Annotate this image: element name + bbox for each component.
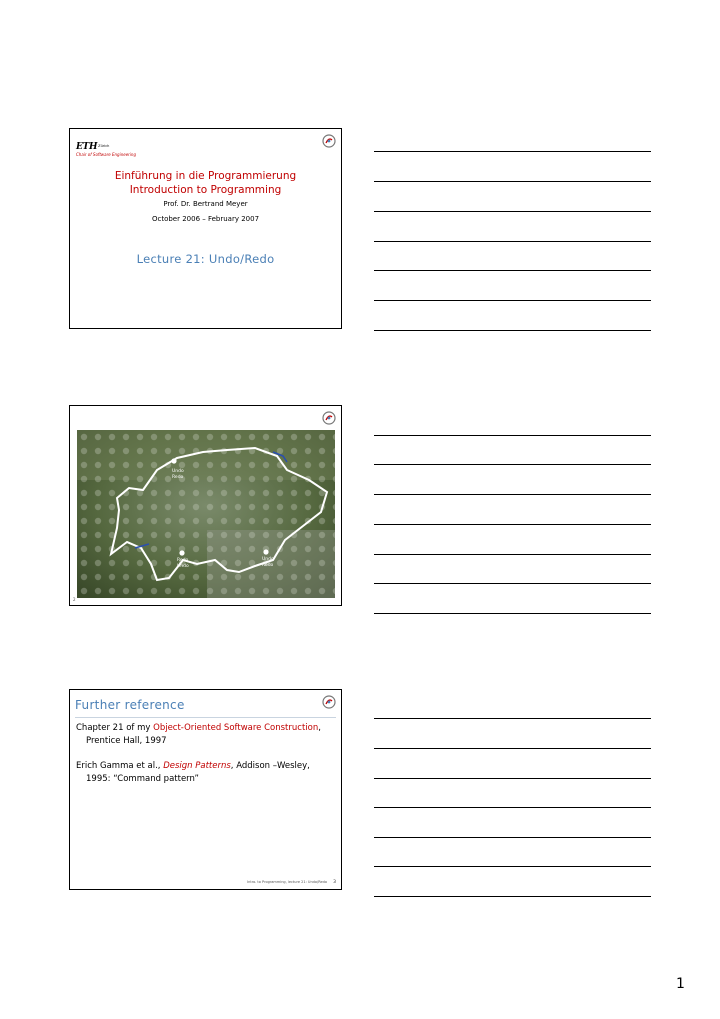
chair-logo-icon xyxy=(322,695,336,709)
slide-3 xyxy=(69,689,342,890)
note-line xyxy=(374,241,651,242)
map-label: Undo xyxy=(177,564,189,569)
note-line xyxy=(374,270,651,271)
ref-text: , Addison –Wesley, xyxy=(230,761,310,771)
note-line xyxy=(374,181,651,182)
course-dates: October 2006 – February 2007 xyxy=(151,215,260,223)
chair-logo-icon xyxy=(322,411,336,425)
title-german: Einführung in die Programmierung xyxy=(114,170,297,182)
reference-list xyxy=(76,722,335,798)
note-line xyxy=(374,748,651,749)
note-line xyxy=(374,866,651,867)
ref-text: Chapter 21 of my xyxy=(76,723,154,733)
chair-name: Chair of Software Engineering xyxy=(76,152,136,157)
satellite-map xyxy=(77,430,335,598)
note-line xyxy=(374,896,651,897)
map-label: Undo xyxy=(172,469,184,474)
slide-3-title: Further reference xyxy=(75,698,185,712)
note-line xyxy=(374,718,651,719)
map-label: Redo xyxy=(172,475,184,480)
map-marker xyxy=(263,549,268,554)
slide-2 xyxy=(69,405,342,606)
note-line xyxy=(374,583,651,584)
slide-1 xyxy=(69,128,342,329)
eth-city: Zürich xyxy=(98,144,110,148)
title-divider xyxy=(75,717,336,718)
note-line xyxy=(374,524,651,525)
book-title: Object-Oriented Software Construction xyxy=(153,723,319,733)
ref-text: Prentice Hall, 1997 xyxy=(86,736,167,746)
map-label: Redo xyxy=(177,558,189,563)
note-line xyxy=(374,330,651,331)
lecture-title: Lecture 21: Undo/Redo xyxy=(136,252,275,266)
page-number: 1 xyxy=(676,976,685,992)
ref-text: , xyxy=(318,723,321,733)
map-marker xyxy=(171,458,176,463)
slide-number: 2 xyxy=(73,597,76,602)
ref-text: 1995: “Command pattern” xyxy=(86,774,199,784)
eth-header xyxy=(76,134,136,157)
note-line xyxy=(374,837,651,838)
map-label: Undo xyxy=(262,557,274,562)
professor-name: Prof. Dr. Bertrand Meyer xyxy=(163,200,248,208)
note-line xyxy=(374,613,651,614)
note-line xyxy=(374,435,651,436)
title-english: Introduction to Programming xyxy=(129,184,282,196)
note-line xyxy=(374,554,651,555)
slide-footer: Intro. to Programming, lecture 21: Undo/Redo xyxy=(247,880,327,884)
ref-text: Erich Gamma et al., xyxy=(76,761,164,771)
slide-number: 3 xyxy=(333,880,336,885)
map-label: Redo xyxy=(262,563,274,568)
reference-item xyxy=(76,722,335,748)
note-line xyxy=(374,778,651,779)
note-line xyxy=(374,464,651,465)
note-line xyxy=(374,300,651,301)
note-line xyxy=(374,494,651,495)
book-title: Design Patterns xyxy=(163,761,231,771)
map-marker xyxy=(179,550,184,555)
note-line xyxy=(374,807,651,808)
reference-item xyxy=(76,760,335,786)
note-line xyxy=(374,151,651,152)
note-line xyxy=(374,211,651,212)
slide-1-title xyxy=(70,169,341,197)
chair-logo-icon xyxy=(322,134,336,148)
eth-logo: ETH xyxy=(76,142,98,152)
